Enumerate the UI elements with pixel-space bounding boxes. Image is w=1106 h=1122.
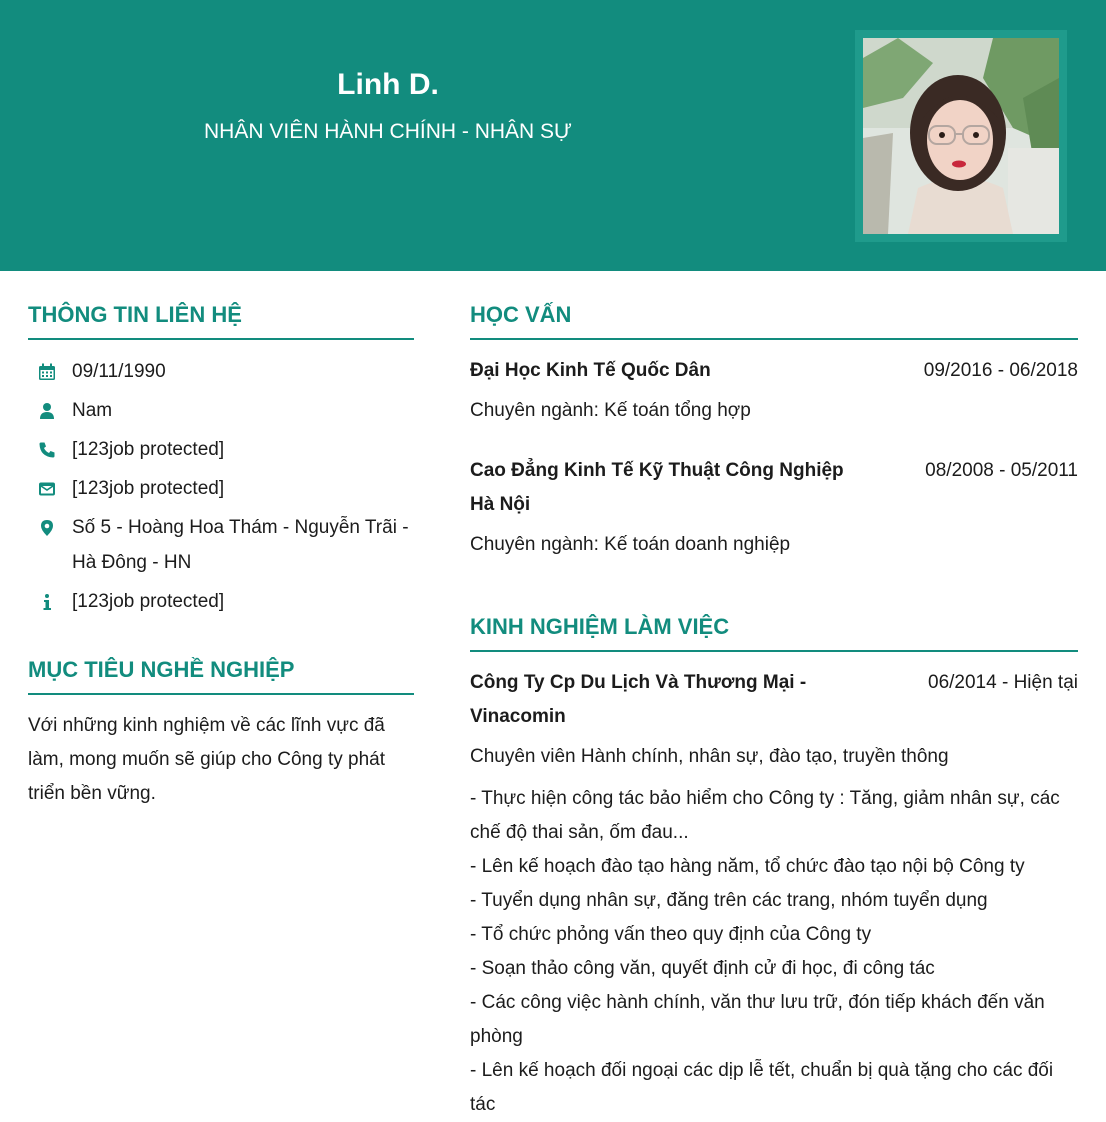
left-column (28, 300, 414, 811)
envelope-icon (37, 471, 57, 506)
education-major: Chuyên ngành: Kế toán tổng hợp (470, 400, 751, 421)
candidate-job-title: NHÂN VIÊN HÀNH CHÍNH - NHÂN SỰ (204, 120, 572, 143)
duty-line: - Tuyển dụng nhân sự, đăng trên các trang, nhóm tuyển dụng (470, 890, 988, 911)
contact-email (28, 471, 414, 506)
contact-list (28, 354, 414, 619)
education-date: 09/2016 - 06/2018 (923, 360, 1078, 381)
contact-phone (28, 432, 414, 467)
cv-header (0, 0, 1106, 271)
school-name: Cao Đẳng Kinh Tế Kỹ Thuật Công Nghiệp Hà Nội (470, 460, 844, 515)
education-item (470, 354, 1078, 428)
contact-other (28, 584, 414, 619)
experience-section-title: KINH NGHIỆM LÀM VIỆC (470, 612, 1078, 652)
contact-gender (28, 393, 414, 428)
experience-duties (470, 782, 1078, 1122)
phone-icon (37, 432, 57, 467)
duty-line: - Lên kế hoạch đào tạo hàng năm, tổ chức đào tạo nội bộ Công ty (470, 856, 1025, 877)
avatar-frame (855, 30, 1067, 242)
calendar-icon (37, 354, 57, 389)
duty-line: - Các công việc hành chính, văn thư lưu trữ, đón tiếp khách đến văn phòng (470, 992, 1045, 1047)
location-pin-icon (37, 510, 57, 545)
education-major: Chuyên ngành: Kế toán doanh nghiệp (470, 534, 791, 555)
experience-position: Chuyên viên Hành chính, nhân sự, đào tạo, truyền thông (470, 746, 949, 767)
info-icon (37, 584, 57, 619)
school-name: Đại Học Kinh Tế Quốc Dân (470, 360, 711, 381)
contact-birthdate (28, 354, 414, 389)
right-column (470, 300, 1078, 1122)
avatar-photo (863, 38, 1059, 234)
candidate-name: Linh D. (337, 68, 439, 101)
duty-line: - Soạn thảo công văn, quyết định cử đi học, đi công tác (470, 958, 935, 979)
education-date: 08/2008 - 05/2011 (925, 460, 1078, 481)
user-icon (37, 393, 57, 428)
contact-text: [123job protected] (72, 478, 225, 499)
contact-text: 09/11/1990 (72, 361, 166, 382)
contact-text: [123job protected] (72, 439, 225, 460)
experience-item (470, 666, 1078, 1122)
company-name: Công Ty Cp Du Lịch Và Thương Mại - Vinacomin (470, 672, 807, 727)
contact-address (28, 510, 414, 580)
education-section-title: HỌC VẤN (470, 300, 1078, 340)
experience-date: 06/2014 - Hiện tại (928, 672, 1078, 693)
objective-text: Với những kinh nghiệm về các lĩnh vực đã làm, mong muốn sẽ giúp cho Công ty phát triển bền vững. (28, 715, 385, 804)
objective-section-title: MỤC TIÊU NGHỀ NGHIỆP (28, 655, 414, 695)
duty-line: - Lên kế hoạch đối ngoại các dịp lễ tết, chuẩn bị quà tặng cho các đối tác (470, 1060, 1054, 1115)
duty-line: - Thực hiện công tác bảo hiểm cho Công ty : Tăng, giảm nhân sự, các chế độ thai sản, ốm đau... (470, 788, 1060, 843)
contact-text: Số 5 - Hoàng Hoa Thám - Nguyễn Trãi - Hà Đông - HN (72, 517, 409, 573)
contact-section-title: THÔNG TIN LIÊN HỆ (28, 300, 414, 340)
duty-line: - Tổ chức phỏng vấn theo quy định của Công ty (470, 924, 872, 945)
education-item (470, 454, 1078, 562)
contact-text: Nam (72, 400, 113, 421)
contact-text: [123job protected] (72, 591, 225, 612)
